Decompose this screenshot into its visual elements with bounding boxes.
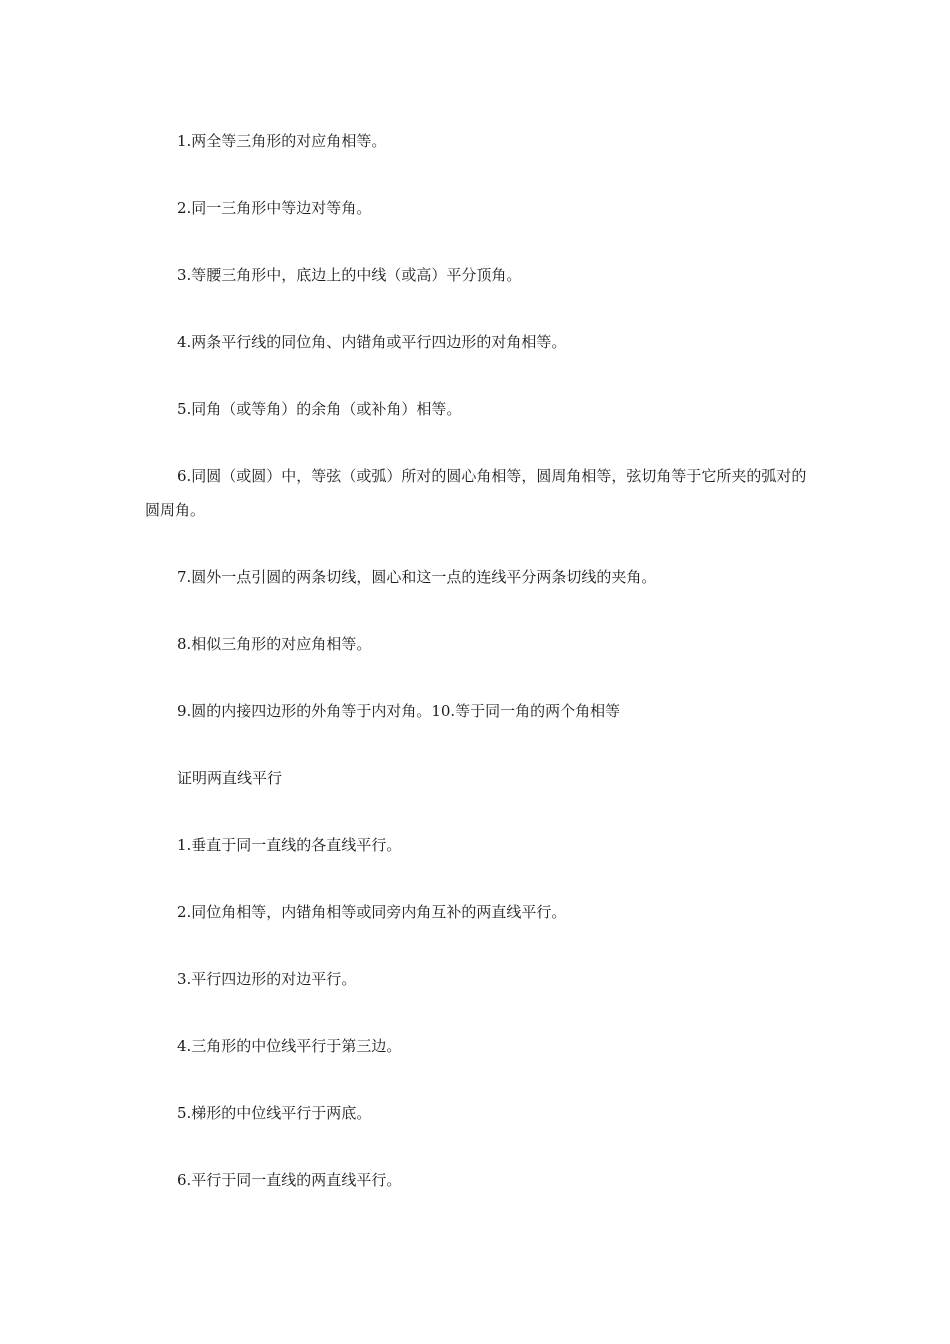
paragraph-14: 4.三角形的中位线平行于第三边。 — [177, 1037, 402, 1055]
paragraph-13: 3.平行四边形的对边平行。 — [177, 970, 357, 988]
paragraph-6: 6.同圆（或圆）中，等弦（或弧）所对的圆心角相等，圆周角相等，弦切角等于它所夹的弧对的圆周角。 — [145, 467, 807, 519]
document-body — [145, 124, 810, 1197]
paragraph-8: 8.相似三角形的对应角相等。 — [177, 635, 372, 653]
section-heading: 证明两直线平行 — [177, 769, 283, 787]
paragraph-12: 2.同位角相等，内错角相等或同旁内角互补的两直线平行。 — [177, 903, 567, 921]
paragraph-2: 2.同一三角形中等边对等角。 — [177, 199, 372, 217]
paragraph-1: 1.两全等三角形的对应角相等。 — [177, 132, 387, 150]
paragraph-16: 6.平行于同一直线的两直线平行。 — [177, 1171, 402, 1189]
paragraph-7: 7.圆外一点引圆的两条切线，圆心和这一点的连线平分两条切线的夹角。 — [177, 568, 657, 586]
paragraph-5: 5.同角（或等角）的余角（或补角）相等。 — [177, 400, 462, 418]
paragraph-3: 3.等腰三角形中，底边上的中线（或高）平分顶角。 — [177, 266, 522, 284]
paragraph-4: 4.两条平行线的同位角、内错角或平行四边形的对角相等。 — [177, 333, 567, 351]
paragraph-11: 1.垂直于同一直线的各直线平行。 — [177, 836, 402, 854]
paragraph-15: 5.梯形的中位线平行于两底。 — [177, 1104, 372, 1122]
paragraph-9: 9.圆的内接四边形的外角等于内对角。10.等于同一角的两个角相等 — [177, 702, 621, 720]
